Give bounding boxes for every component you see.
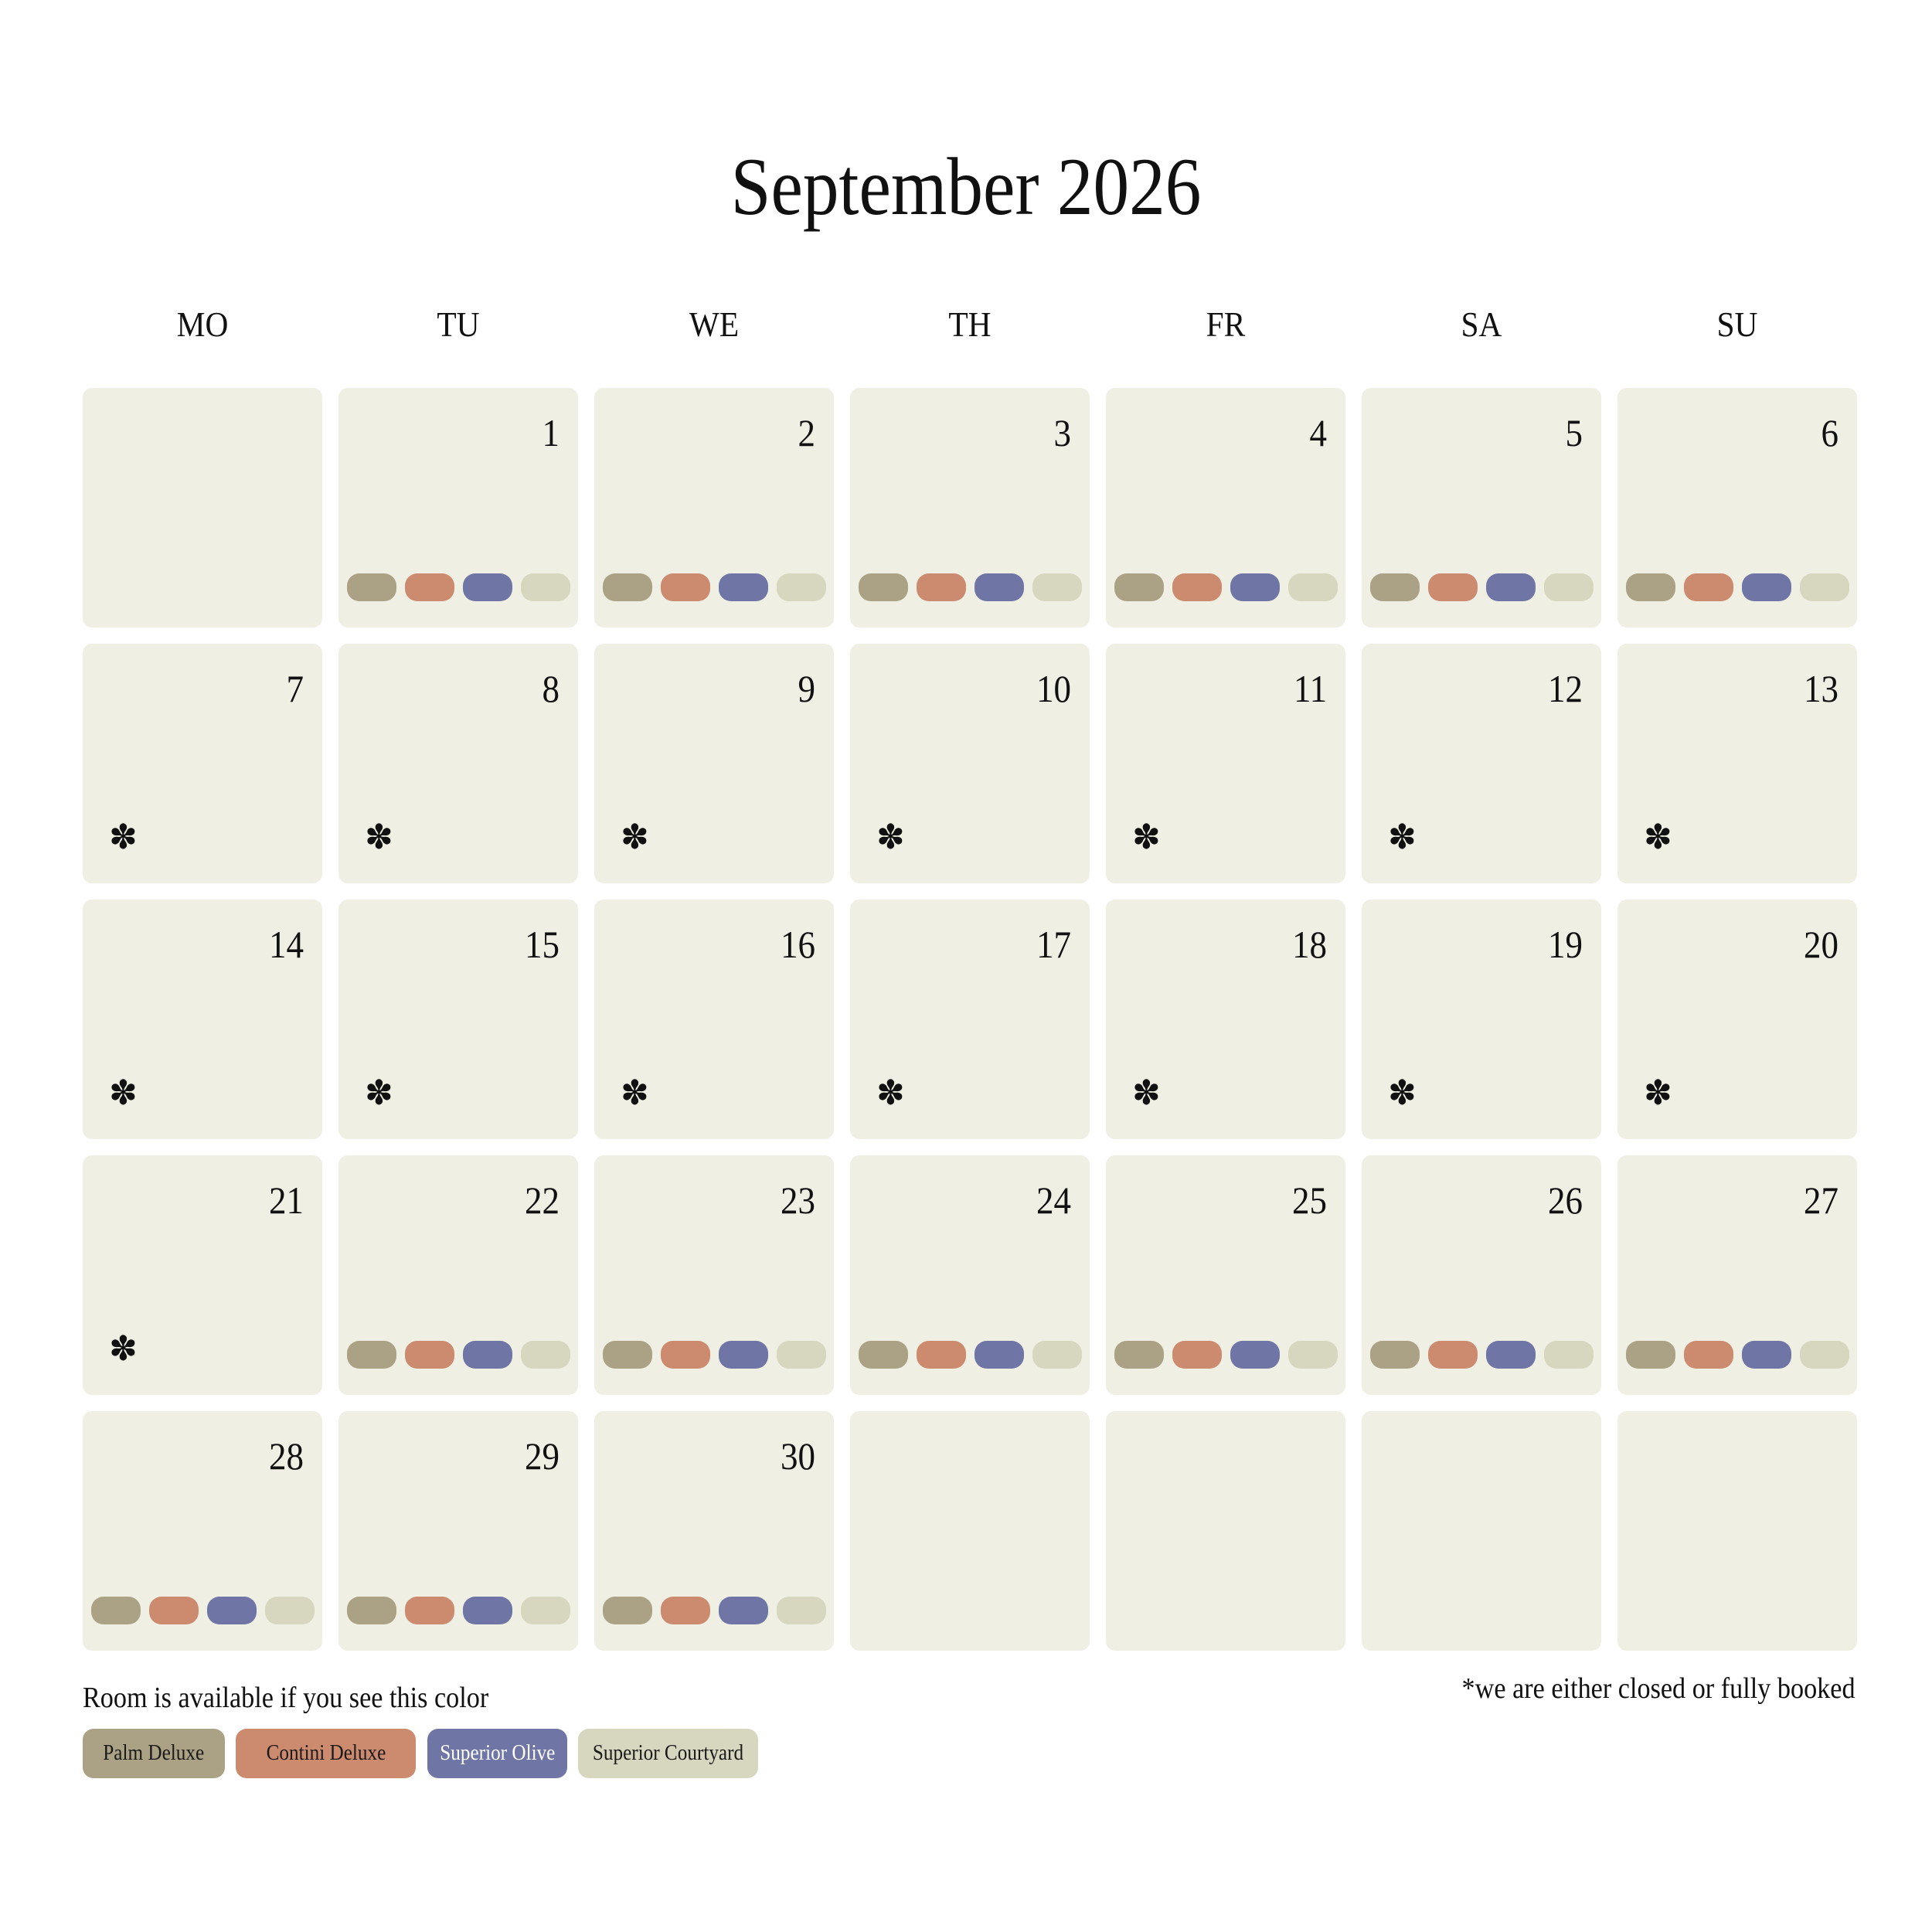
day-number: 19 — [1548, 923, 1583, 966]
room-availability-pill[interactable] — [1800, 573, 1849, 601]
day-cell[interactable] — [83, 1411, 322, 1651]
room-availability — [859, 573, 1083, 601]
day-cell — [594, 644, 834, 883]
legend-chip — [427, 1729, 567, 1778]
room-availability-pill[interactable] — [719, 573, 768, 601]
legend-chip — [578, 1729, 758, 1778]
day-cell — [1617, 644, 1857, 883]
closed-asterisk-icon: ✽ — [1644, 1073, 1672, 1113]
day-cell[interactable] — [1617, 1155, 1857, 1395]
legend-chip-label: Contini Deluxe — [266, 1741, 386, 1765]
room-availability-pill[interactable] — [1486, 573, 1536, 601]
day-number: 8 — [542, 667, 560, 710]
day-number: 30 — [781, 1434, 815, 1478]
closed-asterisk-icon: ✽ — [365, 818, 393, 857]
weekday-label: SU — [1716, 304, 1758, 344]
day-cell[interactable] — [338, 388, 578, 628]
room-availability-pill[interactable] — [207, 1597, 257, 1624]
weekday-label: TH — [948, 304, 992, 344]
day-number: 15 — [525, 923, 560, 966]
day-number: 9 — [798, 667, 815, 710]
empty-day-cell — [1106, 1411, 1345, 1651]
legend-chip — [236, 1729, 416, 1778]
room-availability — [347, 1341, 571, 1369]
day-number: 28 — [269, 1434, 304, 1478]
room-availability-pill[interactable] — [661, 1341, 710, 1369]
day-number: 5 — [1565, 411, 1583, 454]
day-cell[interactable] — [1106, 388, 1345, 628]
day-cell — [338, 644, 578, 883]
room-availability-pill[interactable] — [1742, 573, 1791, 601]
day-number: 2 — [798, 411, 815, 454]
room-availability — [603, 573, 827, 601]
closed-asterisk-icon: ✽ — [109, 1073, 138, 1113]
room-availability-pill[interactable] — [1486, 1341, 1536, 1369]
room-availability-pill[interactable] — [719, 1597, 768, 1624]
day-cell — [594, 900, 834, 1139]
room-availability — [1114, 1341, 1338, 1369]
calendar-title: September 2026 — [730, 141, 1202, 232]
day-cell — [338, 900, 578, 1139]
room-availability-pill[interactable] — [91, 1597, 141, 1624]
room-availability-pill[interactable] — [1800, 1341, 1849, 1369]
room-availability-pill[interactable] — [777, 573, 826, 601]
room-availability-pill[interactable] — [463, 1341, 512, 1369]
room-availability-pill[interactable] — [719, 1341, 768, 1369]
room-availability-pill[interactable] — [1288, 1341, 1338, 1369]
day-number: 29 — [525, 1434, 560, 1478]
day-number: 27 — [1804, 1179, 1838, 1222]
day-cell — [1617, 900, 1857, 1139]
room-availability-pill[interactable] — [975, 573, 1024, 601]
room-availability-pill[interactable] — [347, 1341, 396, 1369]
legend-chip-label: Palm Deluxe — [103, 1741, 205, 1765]
day-cell — [1106, 900, 1345, 1139]
closed-asterisk-icon: ✽ — [1132, 1073, 1161, 1113]
closed-asterisk-icon: ✽ — [1388, 1073, 1417, 1113]
room-availability-pill[interactable] — [1230, 573, 1280, 601]
day-cell — [850, 644, 1090, 883]
room-availability-pill[interactable] — [975, 1341, 1024, 1369]
empty-day-cell — [1617, 1411, 1857, 1651]
room-availability — [347, 573, 571, 601]
room-availability-pill[interactable] — [521, 1341, 570, 1369]
room-availability-pill[interactable] — [917, 573, 966, 601]
closed-footnote: *we are either closed or fully booked — [1461, 1672, 1855, 1705]
room-availability — [859, 1341, 1083, 1369]
day-number: 16 — [781, 923, 815, 966]
room-availability-pill[interactable] — [1544, 573, 1594, 601]
room-availability-pill[interactable] — [1032, 573, 1082, 601]
closed-asterisk-icon: ✽ — [365, 1073, 393, 1113]
room-availability-pill[interactable] — [1114, 573, 1164, 601]
day-number: 23 — [781, 1179, 815, 1222]
room-availability — [1370, 1341, 1594, 1369]
room-availability-pill[interactable] — [1032, 1341, 1082, 1369]
closed-asterisk-icon: ✽ — [1644, 818, 1672, 857]
day-cell[interactable] — [1362, 1155, 1601, 1395]
room-availability-pill[interactable] — [521, 1597, 570, 1624]
room-availability-pill[interactable] — [661, 1597, 710, 1624]
room-availability-pill[interactable] — [1288, 573, 1338, 601]
room-availability-pill[interactable] — [661, 573, 710, 601]
day-cell[interactable] — [594, 1411, 834, 1651]
room-availability-pill[interactable] — [859, 1341, 908, 1369]
closed-asterisk-icon: ✽ — [876, 818, 905, 857]
day-number: 10 — [1036, 667, 1071, 710]
room-availability-pill[interactable] — [405, 1341, 454, 1369]
room-availability — [603, 1597, 827, 1624]
day-number: 25 — [1292, 1179, 1327, 1222]
day-cell[interactable] — [1362, 388, 1601, 628]
day-cell — [1362, 900, 1601, 1139]
room-availability-pill[interactable] — [405, 573, 454, 601]
room-availability-pill[interactable] — [463, 1597, 512, 1624]
room-availability — [603, 1341, 827, 1369]
day-cell[interactable] — [338, 1411, 578, 1651]
day-cell — [1106, 644, 1345, 883]
day-number: 21 — [269, 1179, 304, 1222]
room-availability-pill[interactable] — [777, 1597, 826, 1624]
room-availability — [1626, 1341, 1850, 1369]
room-availability-pill[interactable] — [1626, 1341, 1675, 1369]
day-cell — [1362, 644, 1601, 883]
day-number: 18 — [1292, 923, 1327, 966]
room-availability-pill[interactable] — [347, 1597, 396, 1624]
closed-asterisk-icon: ✽ — [876, 1073, 905, 1113]
weekday-label: WE — [689, 304, 740, 344]
day-cell — [83, 900, 322, 1139]
room-availability-pill[interactable] — [1544, 1341, 1594, 1369]
room-availability-pill[interactable] — [1428, 573, 1478, 601]
day-cell[interactable] — [594, 1155, 834, 1395]
room-availability-pill[interactable] — [1114, 1341, 1164, 1369]
day-number: 11 — [1293, 667, 1327, 710]
weekday-label: TU — [437, 304, 480, 344]
room-availability-pill[interactable] — [1626, 573, 1675, 601]
room-availability-pill[interactable] — [777, 1341, 826, 1369]
room-availability-pill[interactable] — [1370, 573, 1420, 601]
closed-asterisk-icon: ✽ — [109, 818, 138, 857]
day-number: 17 — [1036, 923, 1071, 966]
empty-day-cell — [1362, 1411, 1601, 1651]
room-availability — [91, 1597, 315, 1624]
room-availability-pill[interactable] — [917, 1341, 966, 1369]
day-cell[interactable] — [338, 1155, 578, 1395]
room-availability — [1114, 573, 1338, 601]
room-availability-pill[interactable] — [859, 573, 908, 601]
day-cell[interactable] — [1617, 388, 1857, 628]
room-availability-pill[interactable] — [1172, 1341, 1222, 1369]
day-number: 20 — [1804, 923, 1838, 966]
closed-asterisk-icon: ✽ — [109, 1329, 138, 1369]
weekday-label: MO — [176, 304, 229, 344]
day-number: 7 — [286, 667, 304, 710]
room-availability-pill[interactable] — [265, 1597, 315, 1624]
room-availability-pill[interactable] — [603, 1597, 652, 1624]
day-number: 4 — [1309, 411, 1327, 454]
room-availability-pill[interactable] — [1742, 1341, 1791, 1369]
room-availability-pill[interactable] — [1172, 573, 1222, 601]
day-number: 3 — [1053, 411, 1071, 454]
room-availability-pill[interactable] — [149, 1597, 199, 1624]
room-availability-pill[interactable] — [521, 573, 570, 601]
room-availability-pill[interactable] — [1684, 1341, 1733, 1369]
empty-day-cell — [850, 1411, 1090, 1651]
room-availability-pill[interactable] — [1370, 1341, 1420, 1369]
day-number: 26 — [1548, 1179, 1583, 1222]
day-number: 12 — [1548, 667, 1583, 710]
weekday-label: FR — [1206, 304, 1246, 344]
room-availability — [1626, 573, 1850, 601]
weekday-label: SA — [1461, 304, 1502, 344]
closed-asterisk-icon: ✽ — [1132, 818, 1161, 857]
legend-chip — [83, 1729, 225, 1778]
room-availability-pill[interactable] — [1684, 573, 1733, 601]
day-cell[interactable] — [1106, 1155, 1345, 1395]
room-availability-pill[interactable] — [1428, 1341, 1478, 1369]
empty-day-cell — [83, 388, 322, 628]
closed-asterisk-icon: ✽ — [621, 1073, 649, 1113]
legend-chip-label: Superior Olive — [439, 1741, 556, 1765]
day-number: 14 — [269, 923, 304, 966]
room-availability-pill[interactable] — [463, 573, 512, 601]
day-cell — [83, 1155, 322, 1395]
room-availability-pill[interactable] — [603, 573, 652, 601]
room-availability — [1370, 573, 1594, 601]
legend-label: Room is available if you see this color — [83, 1682, 489, 1714]
legend-chip-label: Superior Courtyard — [592, 1741, 744, 1765]
closed-asterisk-icon: ✽ — [1388, 818, 1417, 857]
room-availability-pill[interactable] — [603, 1341, 652, 1369]
day-cell[interactable] — [850, 388, 1090, 628]
day-number: 13 — [1804, 667, 1838, 710]
closed-asterisk-icon: ✽ — [621, 818, 649, 857]
day-cell — [83, 644, 322, 883]
day-number: 24 — [1036, 1179, 1071, 1222]
room-availability-pill[interactable] — [1230, 1341, 1280, 1369]
day-cell[interactable] — [594, 388, 834, 628]
room-availability — [347, 1597, 571, 1624]
day-cell — [850, 900, 1090, 1139]
room-availability-pill[interactable] — [405, 1597, 454, 1624]
day-number: 22 — [525, 1179, 560, 1222]
room-availability-pill[interactable] — [347, 573, 396, 601]
day-number: 1 — [542, 411, 560, 454]
day-cell[interactable] — [850, 1155, 1090, 1395]
day-number: 6 — [1821, 411, 1838, 454]
